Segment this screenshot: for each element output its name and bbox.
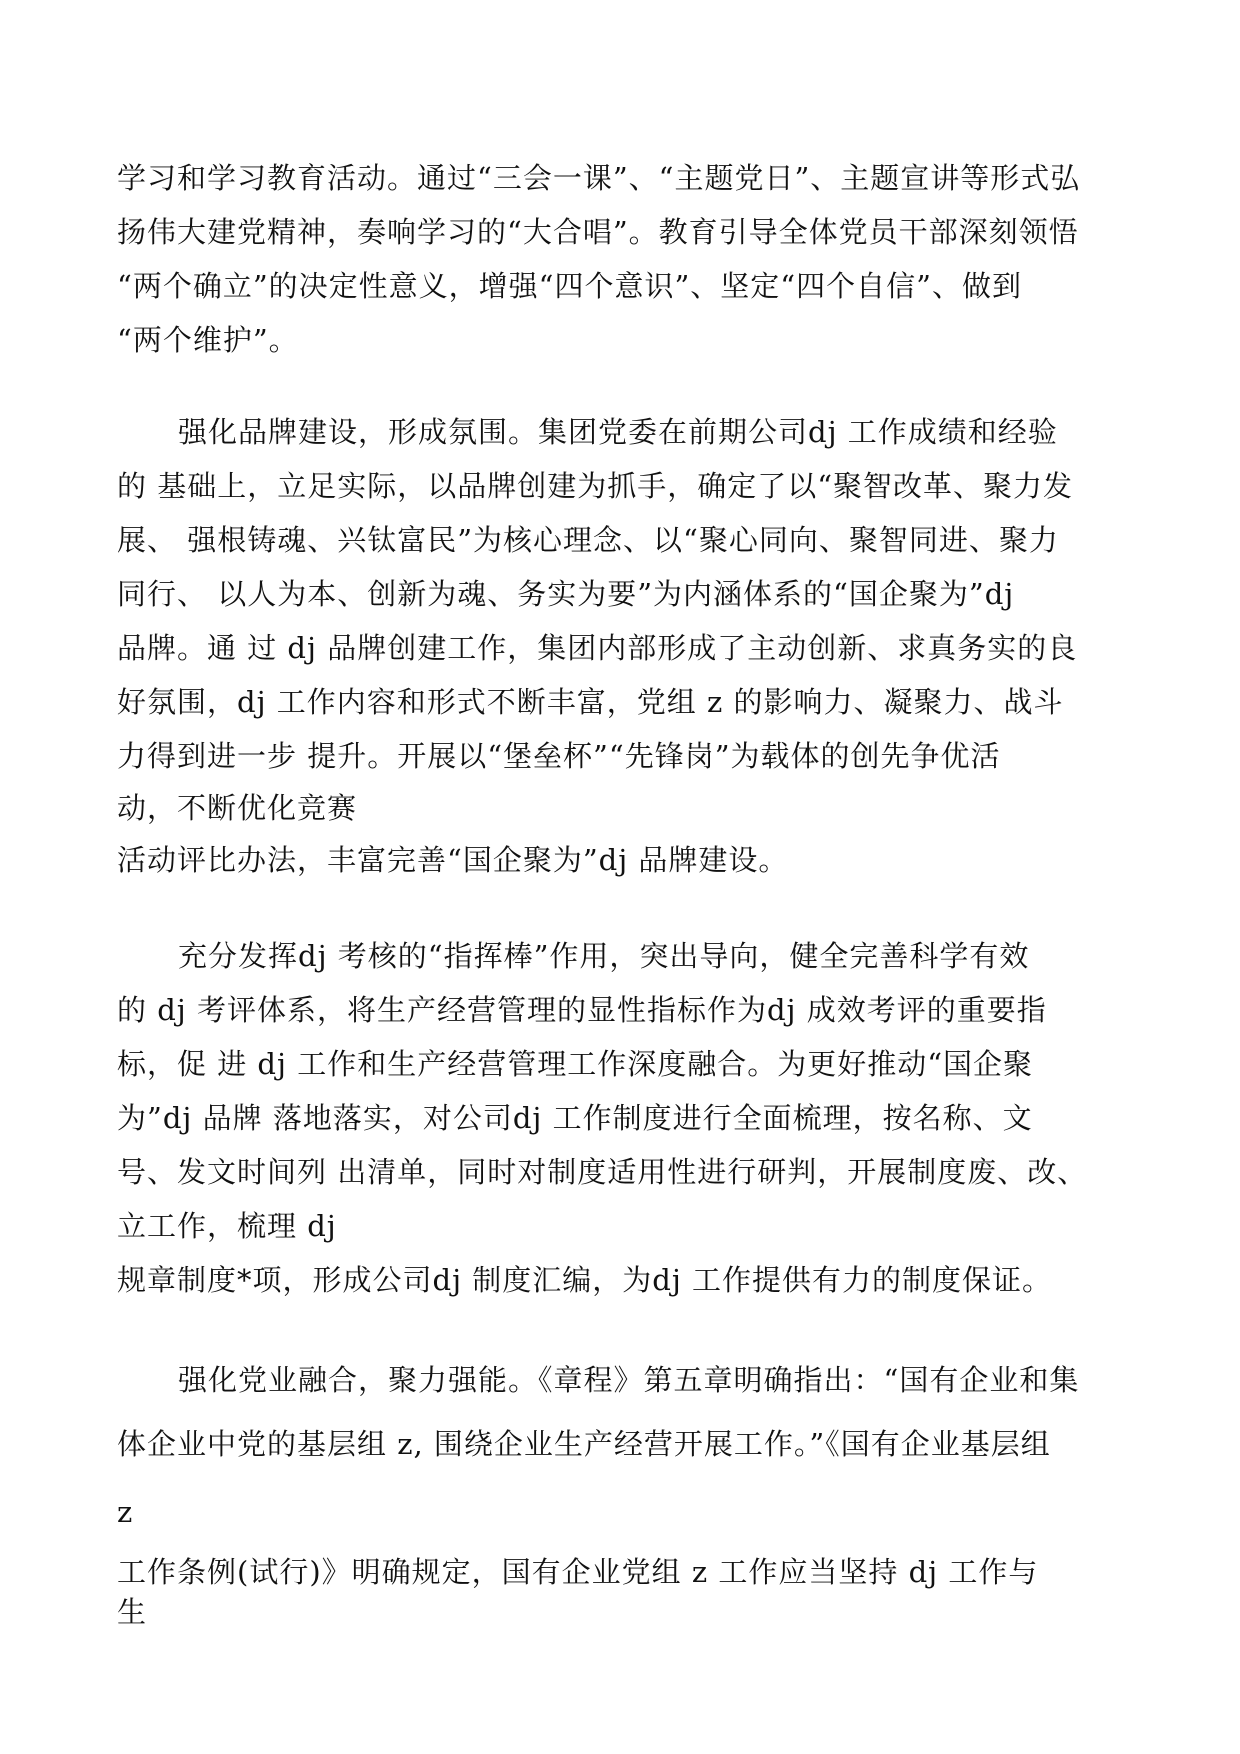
text-line: 号、发文时间列 出清单，同时对制度适用性进行研判，开展制度废、改、 bbox=[117, 1155, 1088, 1189]
text-line: 充分发挥dj 考核的“指挥棒”作用，突出导向，健全完善科学有效 bbox=[178, 939, 1030, 973]
text-line: 学习和学习教育活动。通过“三会一课”、“主题党日”、主题宣讲等形式弘 bbox=[117, 161, 1081, 195]
text-line: 标，促 进 dj 工作和生产经营管理工作深度融合。为更好推动“国企聚 bbox=[117, 1047, 1034, 1081]
text-line: 展、 强根铸魂、兴钛富民”为核心理念、以“聚心同向、聚智同进、聚力 bbox=[117, 523, 1059, 557]
text-line: “两个维护”。 bbox=[117, 323, 299, 357]
text-line: 生 bbox=[117, 1595, 148, 1629]
text-line: 的 基础上，立足实际，以品牌创建为抓手，确定了以“聚智改革、聚力发 bbox=[117, 469, 1074, 503]
text-line: 活动评比办法，丰富完善“国企聚为”dj 品牌建设。 bbox=[117, 843, 789, 877]
text-line: z bbox=[117, 1495, 134, 1529]
text-line: 为”dj 品牌 落地落实，对公司dj 工作制度进行全面梳理，按名称、文 bbox=[117, 1101, 1033, 1135]
text-line: 强化品牌建设，形成氛围。集团党委在前期公司dj 工作成绩和经验 bbox=[178, 415, 1058, 449]
text-line: 强化党业融合，聚力强能。《章程》第五章明确指出：“国有企业和集 bbox=[178, 1363, 1080, 1397]
text-line: “两个确立”的决定性意义，增强“四个意识”、坚定“四个自信”、做到 bbox=[117, 269, 1022, 303]
text-line: 品牌。通 过 dj 品牌创建工作，集团内部形成了主动创新、求真务实的良 bbox=[117, 631, 1078, 665]
text-line: 规章制度*项，形成公司dj 制度汇编，为dj 工作提供有力的制度保证。 bbox=[117, 1263, 1053, 1297]
text-line: 力得到进一步 提升。开展以“堡垒杯”“先锋岗”为载体的创先争优活 bbox=[117, 739, 1001, 773]
text-line: 立工作，梳理 dj bbox=[117, 1209, 337, 1243]
text-line: 动，不断优化竞赛 bbox=[117, 791, 358, 825]
text-line: 好氛围，dj 工作内容和形式不断丰富，党组 z 的影响力、凝聚力、战斗 bbox=[117, 685, 1064, 719]
text-line: 体企业中党的基层组 z, 围绕企业生产经营开展工作。”《国有企业基层组 bbox=[117, 1427, 1051, 1461]
text-line: 工作条例(试行)》明确规定，国有企业党组 z 工作应当坚持 dj 工作与 bbox=[117, 1555, 1039, 1589]
text-line: 的 dj 考评体系，将生产经营管理的显性指标作为dj 成效考评的重要指 bbox=[117, 993, 1047, 1027]
text-line: 扬伟大建党精神，奏响学习的“大合唱”。教育引导全体党员干部深刻领悟 bbox=[117, 215, 1079, 249]
text-line: 同行、 以人为本、创新为魂、务实为要”为内涵体系的“国企聚为”dj bbox=[117, 577, 1015, 611]
